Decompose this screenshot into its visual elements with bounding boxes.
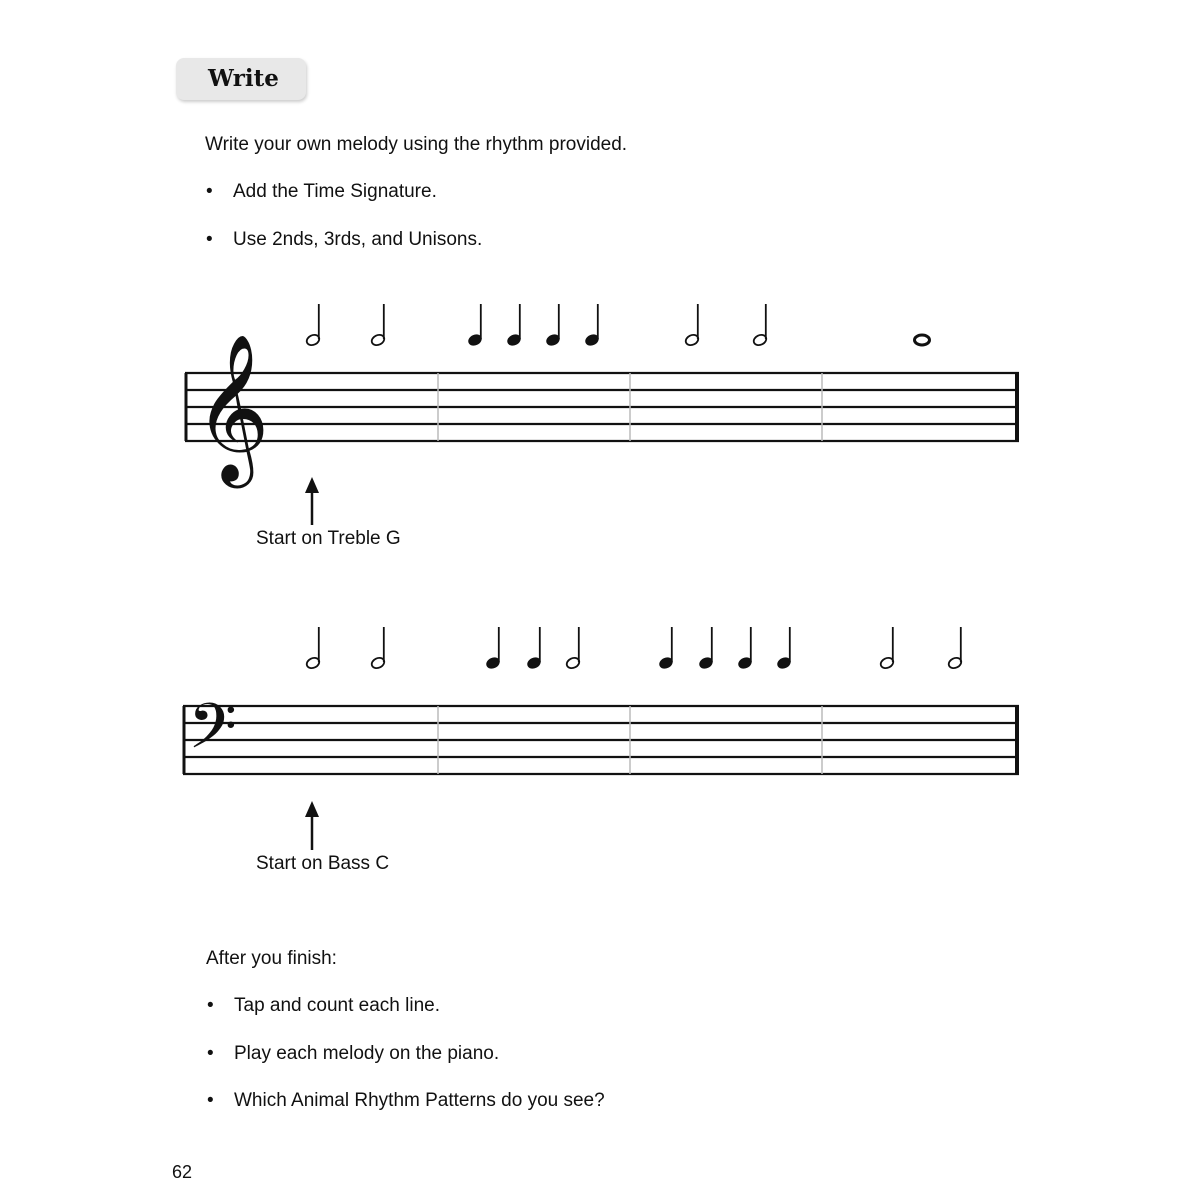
quarter-note-icon <box>467 304 483 347</box>
half-note-icon <box>370 627 386 670</box>
section-title: Write <box>208 65 279 92</box>
start-label-treble: Start on Treble G <box>256 528 401 549</box>
intro-text: Write your own melody using the rhythm provided. <box>205 134 628 155</box>
quarter-note-icon <box>526 627 542 670</box>
quarter-note-icon <box>584 304 600 347</box>
treble-clef-icon: 𝄞 <box>194 333 270 482</box>
after-heading: After you finish: <box>206 948 337 969</box>
quarter-note-icon <box>485 627 501 670</box>
quarter-note-icon <box>506 304 522 347</box>
half-note-icon <box>305 304 321 347</box>
half-note-icon <box>305 627 321 670</box>
quarter-note-icon <box>737 627 753 670</box>
half-note-icon <box>947 627 963 670</box>
quarter-note-icon <box>658 627 674 670</box>
quarter-note-icon <box>698 627 714 670</box>
half-note-icon <box>370 304 386 347</box>
half-note-icon <box>684 304 700 347</box>
instruction-item: • Use 2nds, 3rds, and Unisons. <box>233 229 482 251</box>
bass-clef-icon: 𝄢 <box>188 689 237 778</box>
whole-note-icon <box>915 335 930 345</box>
start-label-bass: Start on Bass C <box>256 853 390 874</box>
arrow-up-icon <box>305 801 319 850</box>
quarter-note-icon <box>545 304 561 347</box>
after-item: • Tap and count each line. <box>234 995 440 1017</box>
half-note-icon <box>879 627 895 670</box>
half-note-icon <box>565 627 581 670</box>
page-number: 62 <box>172 1162 193 1182</box>
after-item: • Which Animal Rhythm Patterns do you see? <box>234 1090 605 1112</box>
half-note-icon <box>752 304 768 347</box>
instruction-item: • Add the Time Signature. <box>233 181 437 203</box>
quarter-note-icon <box>776 627 792 670</box>
after-item: • Play each melody on the piano. <box>234 1043 499 1065</box>
arrow-up-icon <box>305 477 319 525</box>
